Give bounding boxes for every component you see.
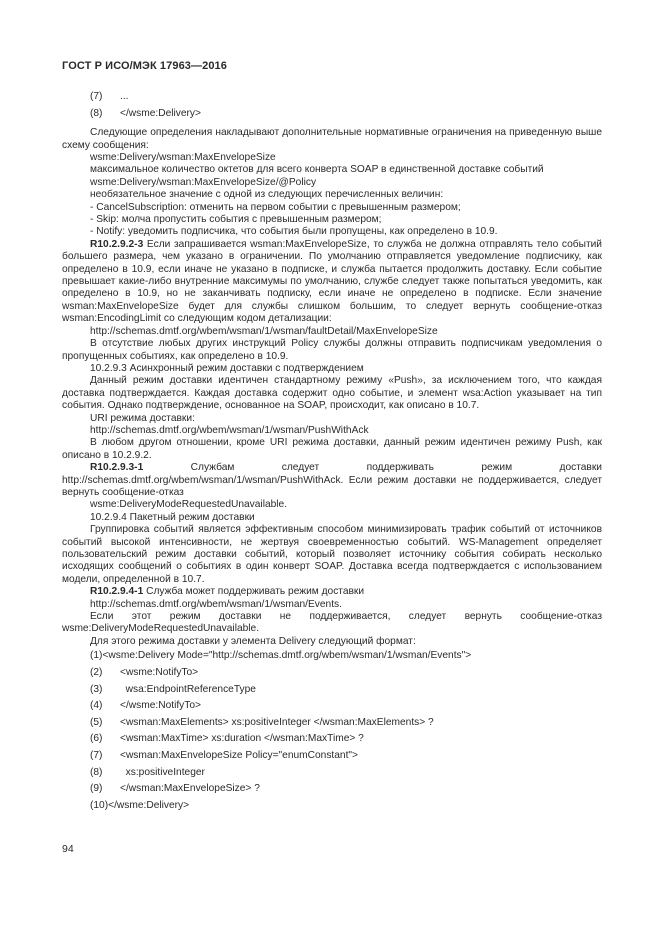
page-content [62,89,602,814]
delivery-mode-uri: http://schemas.dmtf.org/wbem/wsman/1/wsman/PushWithAck [90,424,369,436]
code-line-text: <wsme:NotifyTo> [120,666,199,678]
list-item: - CancelSubscription: отменить на первом событии с превышенным размером; [90,201,461,213]
code-line-text: wsa:EndpointReferenceType [120,683,256,695]
code-line-number: (8) [90,766,103,778]
code-line-number: (1) [90,650,103,662]
code-line [62,781,602,798]
paragraph: Группировка событий является эффективным способом минимизировать трафик событий от источников событий высокой интенсивности, не жертвуя своевременностью событий. WS-Management определяет пользовательский режим доставки событий, который позволяет источнику события собирать несколько исходящих сообщений о событиях в один конверт SOAP. Доставка всегда подтверждается с использованием модели, определенной в 10.7. [62,524,602,585]
code-line-number: (7) [90,749,103,761]
requirement-paragraph [62,586,602,598]
code-line-text: </wsme:NotifyTo> [120,700,201,712]
definition-text: максимальное количество октетов для всего конверта SOAP в единственной доставке событий [90,164,544,176]
code-line [62,698,602,715]
code-line [62,715,602,732]
code-line-number: (10) [90,799,109,811]
section-heading: 10.2.9.4 Пакетный режим доставки [90,511,255,523]
delivery-mode-uri: http://schemas.dmtf.org/wbem/wsman/1/wsman/Events. [90,598,342,610]
requirement-text: Служба может поддерживать режим доставки [143,586,365,598]
requirement-paragraph [62,462,602,499]
paragraph: В любом другом отношении, кроме URI режима доставки, данный режим идентичен режиму Push, как описано в 10.2.9.2. [62,437,602,461]
paragraph: В отсутствие любых других инструкций Policy службы должны отправить подписчикам уведомления о пропущенных событиях, как определено в 10.9. [62,338,602,362]
requirement-text: Если запрашивается wsman:MaxEnvelopeSize, то служба не должна отправлять тело событий большего размера, чем указано в ограничении. По умолчанию отправляется уведомление подписчику, как определено в 10.9, если иначе не указано в подписке, и служба пытается продолжить доставку. Если событие превышает какие-либо внутренние максимумы по умолчанию, службе следует также попытаться уведомить, как определено в 10.9, но не заканчивать подписку, если иначе не определено в подписке. Если значение wsman:MaxEnvelopeSize будет для службы слишком большим, то следует вернуть сообщение-отказ wsman:EncodingLimit со следующим кодом детализации: [62,238,602,325]
code-line [62,764,602,781]
code-line [62,798,602,815]
code-line-text: <wsman:MaxElements> xs:positiveInteger </wsman:MaxElements> ? [120,716,434,728]
code-line [62,681,602,698]
paragraph: URI режима доставки: [90,412,195,424]
paragraph: Для этого режима доставки у элемента Delivery следующий формат: [90,635,416,647]
code-line-number: (6) [90,733,103,745]
list-item: - Notify: уведомить подписчика, что события были пропущены, как определено в 10.9. [90,226,498,238]
code-line-number: (2) [90,666,103,678]
code-line [62,748,602,765]
code-line [62,106,602,123]
code-line-number: (8) [90,107,103,119]
code-line [62,731,602,748]
requirement-id: R10.2.9.2-3 [90,238,144,250]
code-listing [62,648,602,814]
code-line-text: </wsme:Delivery> [108,799,190,811]
code-line-text: <wsman:MaxTime> xs:duration </wsman:MaxTime> ? [120,733,364,745]
code-line-number: (4) [90,700,103,712]
code-line-number: (9) [90,783,103,795]
code-line-number: (7) [90,91,103,103]
fault-name: wsme:DeliveryModeRequestedUnavailable. [90,499,288,511]
definition-term: wsme:Delivery/wsman:MaxEnvelopeSize [90,152,276,163]
section-heading: 10.2.9.3 Асинхронный режим доставки с подтверждением [90,362,364,374]
code-line-text: xs:positiveInteger [120,766,205,778]
code-line-text: <wsme:Delivery Mode="http://schemas.dmtf.org/wbem/wsman/1/wsman/Events"> [102,650,472,662]
code-line-number: (5) [90,716,103,728]
code-line [62,648,602,665]
requirement-id: R10.2.9.4-1 [90,586,144,598]
code-line [62,665,602,682]
paragraph: Если этот режим доставки не поддерживается, следует вернуть сообщение-отказ wsme:DeliveryModeRequestedUnavailable. [62,611,602,635]
code-line-text: </wsman:MaxEnvelopeSize> ? [120,783,260,795]
code-line [62,89,602,106]
code-line-text: ... [120,91,129,103]
requirement-id: R10.2.9.3-1 [90,462,144,474]
definition-term: wsme:Delivery/wsman:MaxEnvelopeSize/@Policy [90,176,317,188]
fault-detail-uri: http://schemas.dmtf.org/wbem/wsman/1/wsman/faultDetail/MaxEnvelopeSize [90,325,438,337]
definition-text: необязательное значение с одной из следующих перечисленных величин: [90,189,444,201]
requirement-paragraph [62,239,602,326]
document-header: ГОСТ Р ИСО/МЭК 17963—2016 [62,60,227,72]
list-item: - Skip: молча пропустить события с превышенным размером; [90,214,382,226]
requirement-text: Службам следует поддерживать режим доставки http://schemas.dmtf.org/wbem/wsman/1/wsman/PushWithAck. Если режим доставки не поддерживается, следует вернуть сообщение-отказ [62,462,602,498]
code-line-text: </wsme:Delivery> [120,107,201,119]
paragraph: Данный режим доставки идентичен стандартному режиму «Push», за исключением того, что каждая доставка подтверждается. Каждая доставка содержит одно событие, и элемент wsa:Action указывает на тип события. Однако подтверждение, основанное на SOAP, происходит, как описано в 10.7. [62,375,602,412]
page-number: 94 [62,843,74,855]
code-line-text: <wsman:MaxEnvelopeSize Policy="enumConstant"> [120,749,358,761]
code-line-number: (3) [90,683,103,695]
paragraph: Следующие определения накладывают дополнительные нормативные ограничения на приведенную выше схему сообщения: [62,127,602,151]
